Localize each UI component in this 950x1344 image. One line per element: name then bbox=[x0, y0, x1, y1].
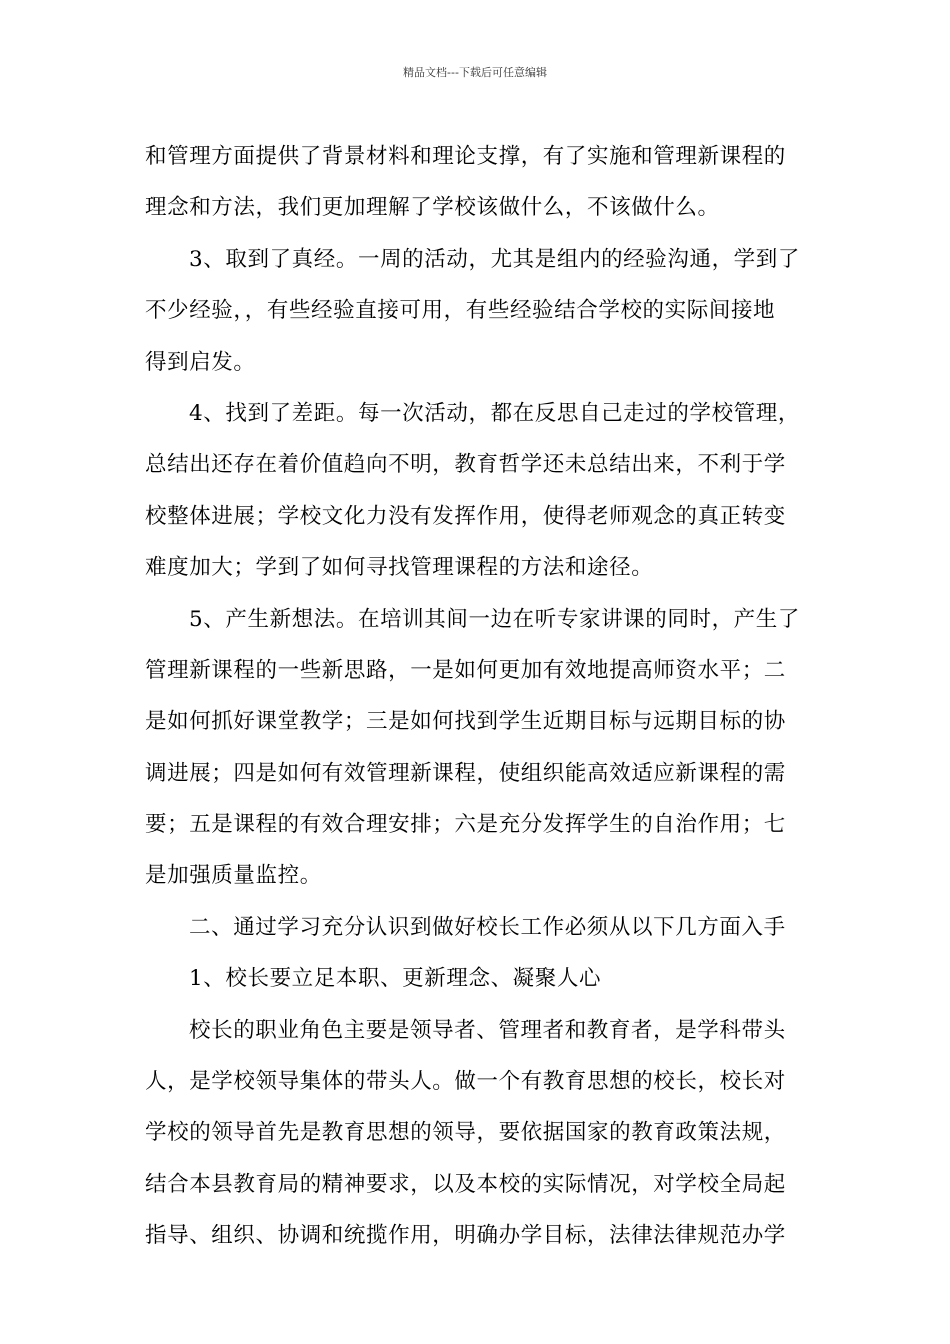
text-line: 和管理方面提供了背景材料和理论支撑，有了实施和管理新课程的 bbox=[145, 144, 786, 169]
text-line: 结合本县教育局的精神要求，以及本校的实际情况，对学校全局起 bbox=[145, 1171, 786, 1197]
text-line: 校长的职业角色主要是领导者、管理者和教育者，是学科带头 bbox=[189, 1017, 786, 1043]
text-line: 管理新课程的一些新思路，一是如何更加有效地提高师资水平；二 bbox=[145, 657, 786, 683]
text-line: 学校的领导首先是教育思想的领导，要依据国家的教育政策法规， bbox=[145, 1120, 786, 1146]
body-text bbox=[145, 131, 810, 1262]
text-line: 总结出还存在着价值趋向不明，教育哲学还未总结出来，不利于学 bbox=[145, 452, 786, 478]
text-line: 是如何抓好课堂教学；三是如何找到学生近期目标与远期目标的协 bbox=[145, 709, 786, 735]
text-line: 3、取到了真经。一周的活动，尤其是组内的经验沟通，学到了 bbox=[189, 246, 800, 272]
text-line: 理念和方法，我们更加理解了学校该做什么，不该做什么。 bbox=[145, 195, 720, 221]
text-line: 不少经验，，有些经验直接可用，有些经验结合学校的实际间接地 bbox=[145, 298, 776, 324]
subsection-heading: 1、校长要立足本职、更新理念、凝聚人心 bbox=[189, 966, 602, 992]
text-line: 指导、组织、协调和统揽作用，明确办学目标，法律法律规范办学 bbox=[145, 1223, 786, 1249]
text-line: 4、找到了差距。每一次活动，都在反思自己走过的学校管理， bbox=[189, 400, 800, 426]
section-heading: 二、通过学习充分认识到做好校长工作必须从以下几方面入手 bbox=[189, 914, 786, 940]
text-line: 得到启发。 bbox=[145, 349, 256, 375]
text-line: 人，是学校领导集体的带头人。做一个有教育思想的校长，校长对 bbox=[145, 1069, 786, 1095]
text-line: 校整体进展；学校文化力没有发挥作用，使得老师观念的真正转变 bbox=[145, 503, 786, 529]
text-line: 5、产生新想法。在培训其间一边在听专家讲课的同时，产生了 bbox=[189, 606, 800, 632]
page-header: 精品文档---下载后可任意编辑 bbox=[403, 66, 547, 79]
text-line: 难度加大；学到了如何寻找管理课程的方法和途径。 bbox=[145, 555, 654, 581]
text-line: 是加强质量监控。 bbox=[145, 863, 322, 889]
text-line: 调进展；四是如何有效管理新课程，使组织能高效适应新课程的需 bbox=[145, 760, 786, 786]
text-line: 要；五是课程的有效合理安排；六是充分发挥学生的自治作用；七 bbox=[145, 812, 786, 838]
